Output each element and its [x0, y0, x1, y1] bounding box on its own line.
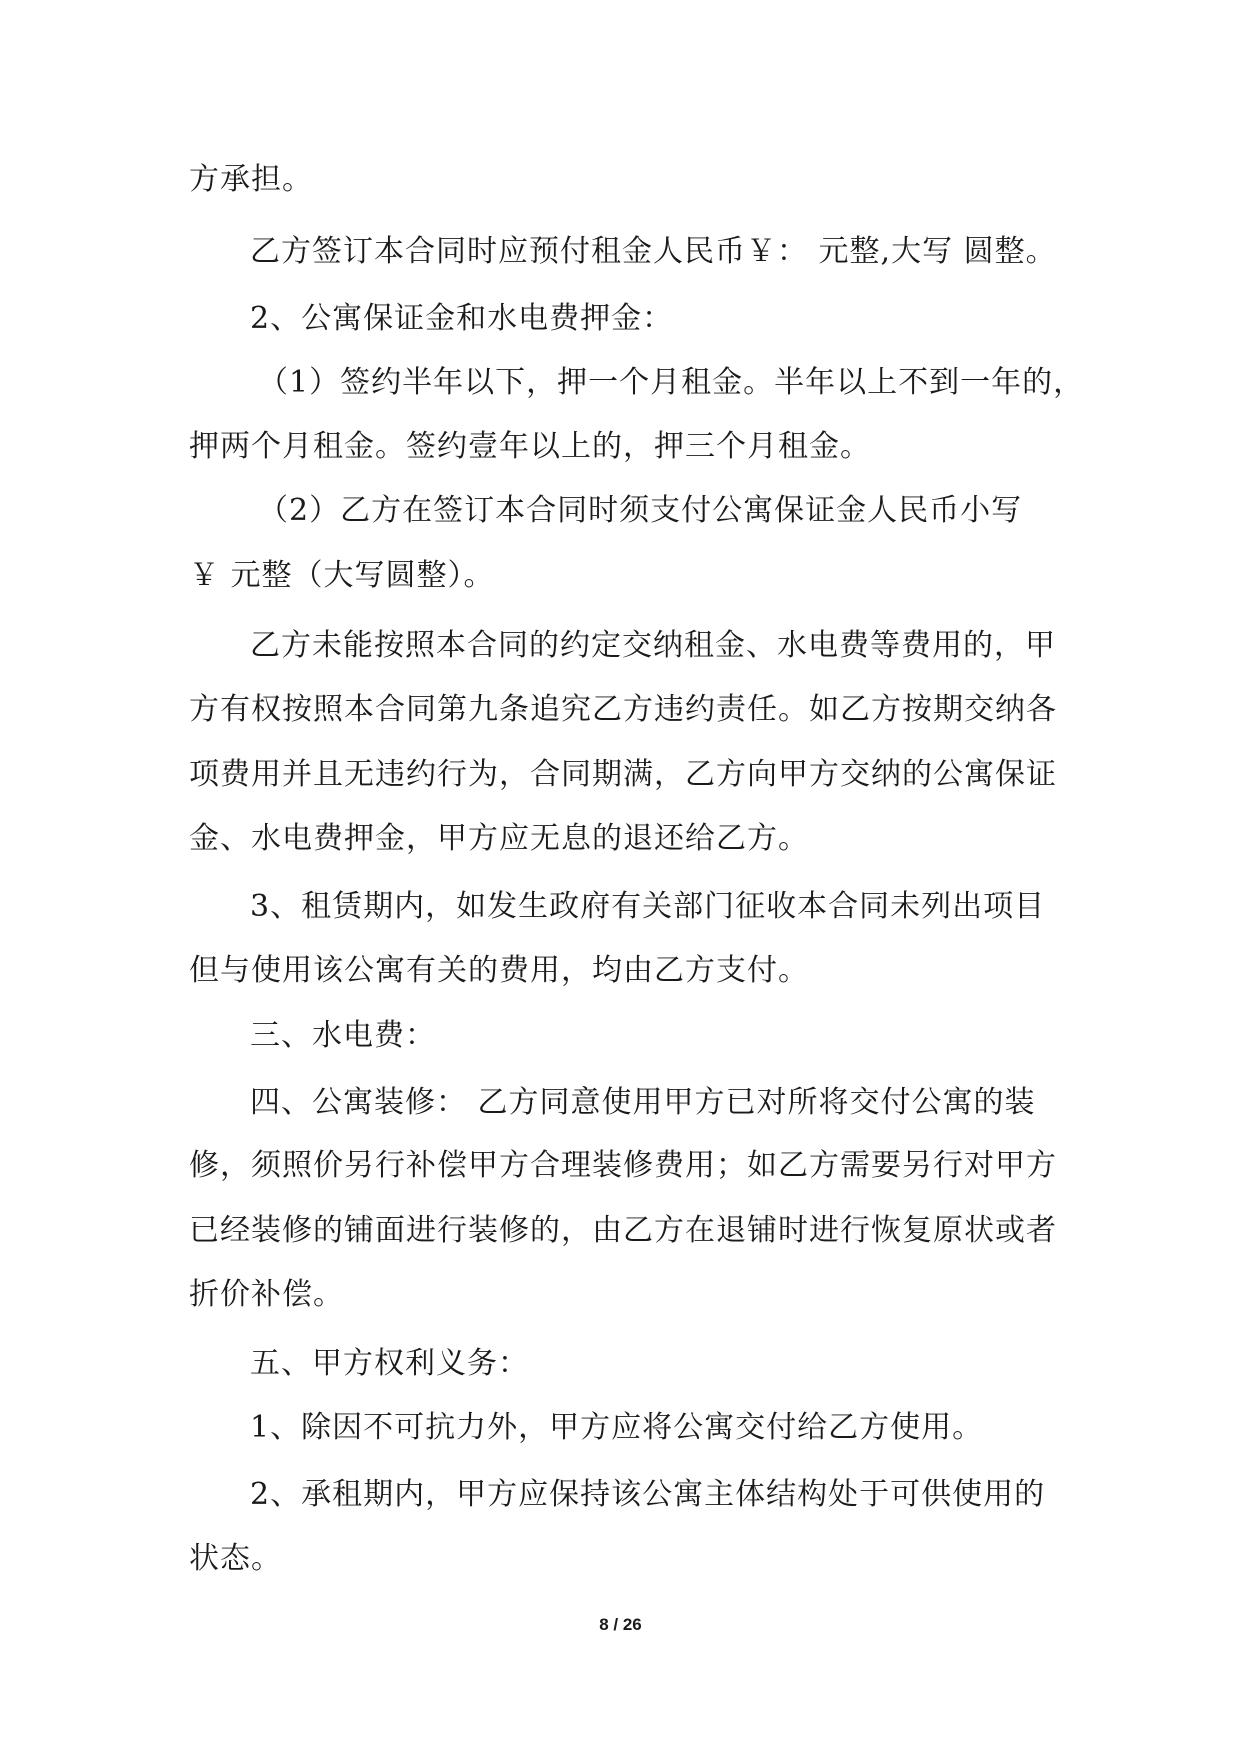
text-line: 1、除因不可抗力外，甲方应将公寓交付给乙方使用。 — [250, 1410, 984, 1445]
text-line: 三、水电费： — [250, 1018, 436, 1053]
text-line: 方有权按照本合同第九条追究乙方违约责任。如乙方按期交纳各 — [189, 692, 1057, 727]
text-line: 3、租赁期内，如发生政府有关部门征收本合同未列出项目 — [250, 889, 1046, 924]
text-line: （2）乙方在签订本合同时须支付公寓保证金人民币小写 — [258, 493, 1023, 528]
text-line: 已经装修的铺面进行装修的，由乙方在退铺时进行恢复原状或者 — [189, 1213, 1057, 1248]
text-line: 折价补偿。 — [189, 1277, 344, 1312]
text-line: 但与使用该公寓有关的费用，均由乙方支付。 — [189, 953, 809, 988]
text-line: 修，须照价另行补偿甲方合理装修费用；如乙方需要另行对甲方 — [189, 1148, 1057, 1183]
text-line: （1）签约半年以下，押一个月租金。半年以上不到一年的， — [258, 365, 1085, 400]
text-line: ￥ 元整（大写圆整）。 — [189, 558, 495, 593]
text-line: 状态。 — [189, 1541, 282, 1576]
text-line: 方承担。 — [189, 162, 313, 197]
text-line: 项费用并且无违约行为，合同期满，乙方向甲方交纳的公寓保证 — [189, 757, 1057, 792]
text-line: 2、公寓保证金和水电费押金： — [250, 301, 674, 336]
text-line: 乙方签订本合同时应预付租金人民币￥： 元整,大写 圆整。 — [250, 234, 1057, 269]
text-line: 五、甲方权利义务： — [250, 1346, 529, 1381]
text-line: 金、水电费押金，甲方应无息的退还给乙方。 — [189, 821, 809, 856]
text-line: 押两个月租金。签约壹年以上的，押三个月租金。 — [189, 429, 871, 464]
text-line: 2、承租期内，甲方应保持该公寓主体结构处于可供使用的 — [250, 1477, 1046, 1512]
text-line: 乙方未能按照本合同的约定交纳租金、水电费等费用的，甲 — [250, 628, 1056, 663]
text-line: 四、公寓装修： 乙方同意使用甲方已对所将交付公寓的装 — [250, 1085, 1036, 1120]
page-number: 8 / 26 — [599, 1615, 642, 1634]
